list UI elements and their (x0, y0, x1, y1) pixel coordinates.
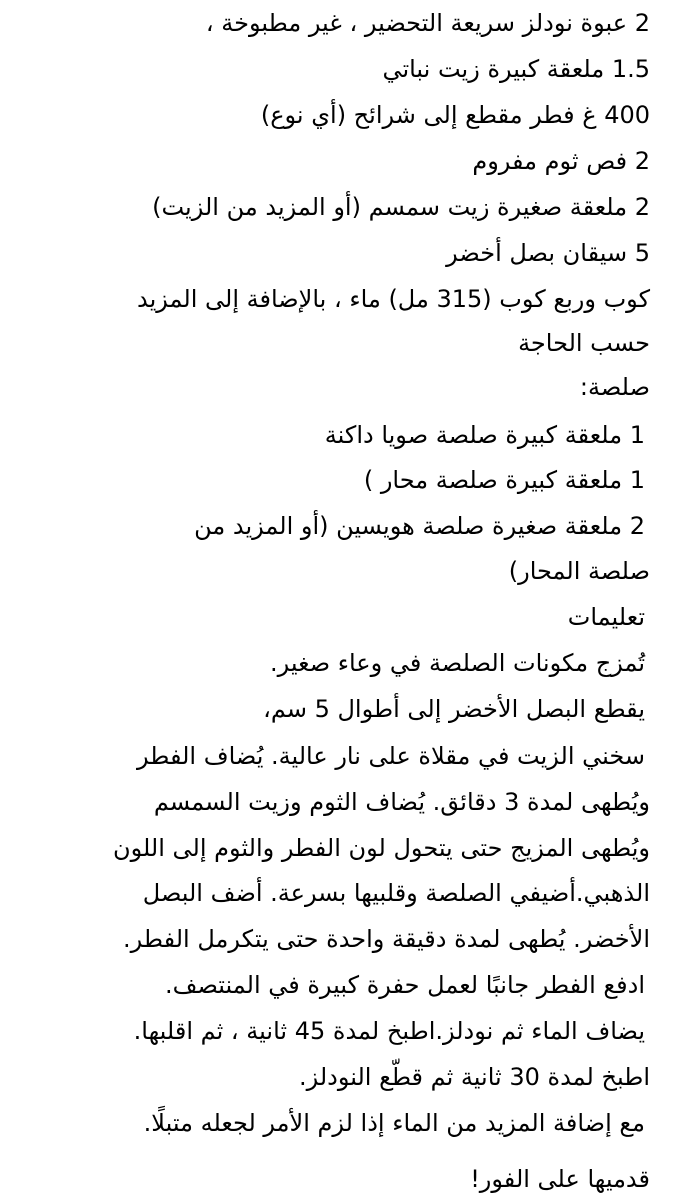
instruction-line: قدميها على الفور! (470, 1165, 650, 1193)
instruction-last-line-clip (470, 1162, 650, 1200)
instruction-line: اطبخ لمدة 30 ثانية ثم قطّع النودلز. (298, 1063, 650, 1091)
ingredient-sesame-oil: 2 ملعقة صغيرة زيت سمسم (أو المزيد من الزيت) (152, 193, 650, 221)
instruction-line: الذهبي.أضيفي الصلصة وقلبيها بسرعة. أضف البصل (142, 879, 650, 907)
ingredient-mushrooms: 400 غ فطر مقطع إلى شرائح (أي نوع) (260, 101, 650, 129)
instruction-line: يضاف الماء ثم نودلز.اطبخ لمدة 45 ثانية ، ثم اقلبها. (133, 1017, 645, 1045)
ingredient-water-line1: كوب وربع كوب (315 مل) ماء ، بالإضافة إلى المزيد (137, 285, 650, 313)
instruction-line: مع إضافة المزيد من الماء إذا لزم الأمر لجعله متبلًا. (143, 1109, 645, 1137)
sauce-oyster: 1 ملعقة كبيرة صلصة محار ) (363, 466, 645, 494)
sauce-hoisin-line2: صلصة المحار) (508, 557, 650, 585)
instruction-line: ادفع الفطر جانبًا لعمل حفرة كبيرة في المنتصف. (165, 971, 645, 999)
instructions-heading: تعليمات (567, 603, 645, 631)
instruction-line: تُمزج مكونات الصلصة في وعاء صغير. (270, 649, 645, 677)
instruction-line: سخني الزيت في مقلاة على نار عالية. يُضاف الفطر (137, 742, 645, 770)
instruction-line: ويُطهى المزيج حتى يتحول لون الفطر والثوم إلى اللون (112, 834, 650, 862)
ingredient-vegetable-oil: 1.5 ملعقة كبيرة زيت نباتي (382, 55, 650, 83)
ingredient-noodles: 2 عبوة نودلز سريعة التحضير ، غير مطبوخة ، (205, 9, 650, 37)
sauce-heading: صلصة: (579, 373, 650, 401)
ingredient-green-onion: 5 سيقان بصل أخضر (446, 239, 650, 267)
instruction-line: يقطع البصل الأخضر إلى أطوال 5 سم، (263, 695, 645, 723)
instruction-line: ويُطهى لمدة 3 دقائق. يُضاف الثوم وزيت السمسم (153, 788, 650, 816)
ingredient-water-line2: حسب الحاجة (518, 329, 650, 357)
sauce-hoisin-line1: 2 ملعقة صغيرة صلصة هويسين (أو المزيد من (194, 512, 645, 540)
instruction-line: الأخضر. يُطهى لمدة دقيقة واحدة حتى يتكرمل الفطر. (123, 925, 650, 953)
ingredient-garlic: 2 فص ثوم مفروم (472, 147, 650, 175)
sauce-soy: 1 ملعقة كبيرة صلصة صويا داكنة (324, 421, 645, 449)
